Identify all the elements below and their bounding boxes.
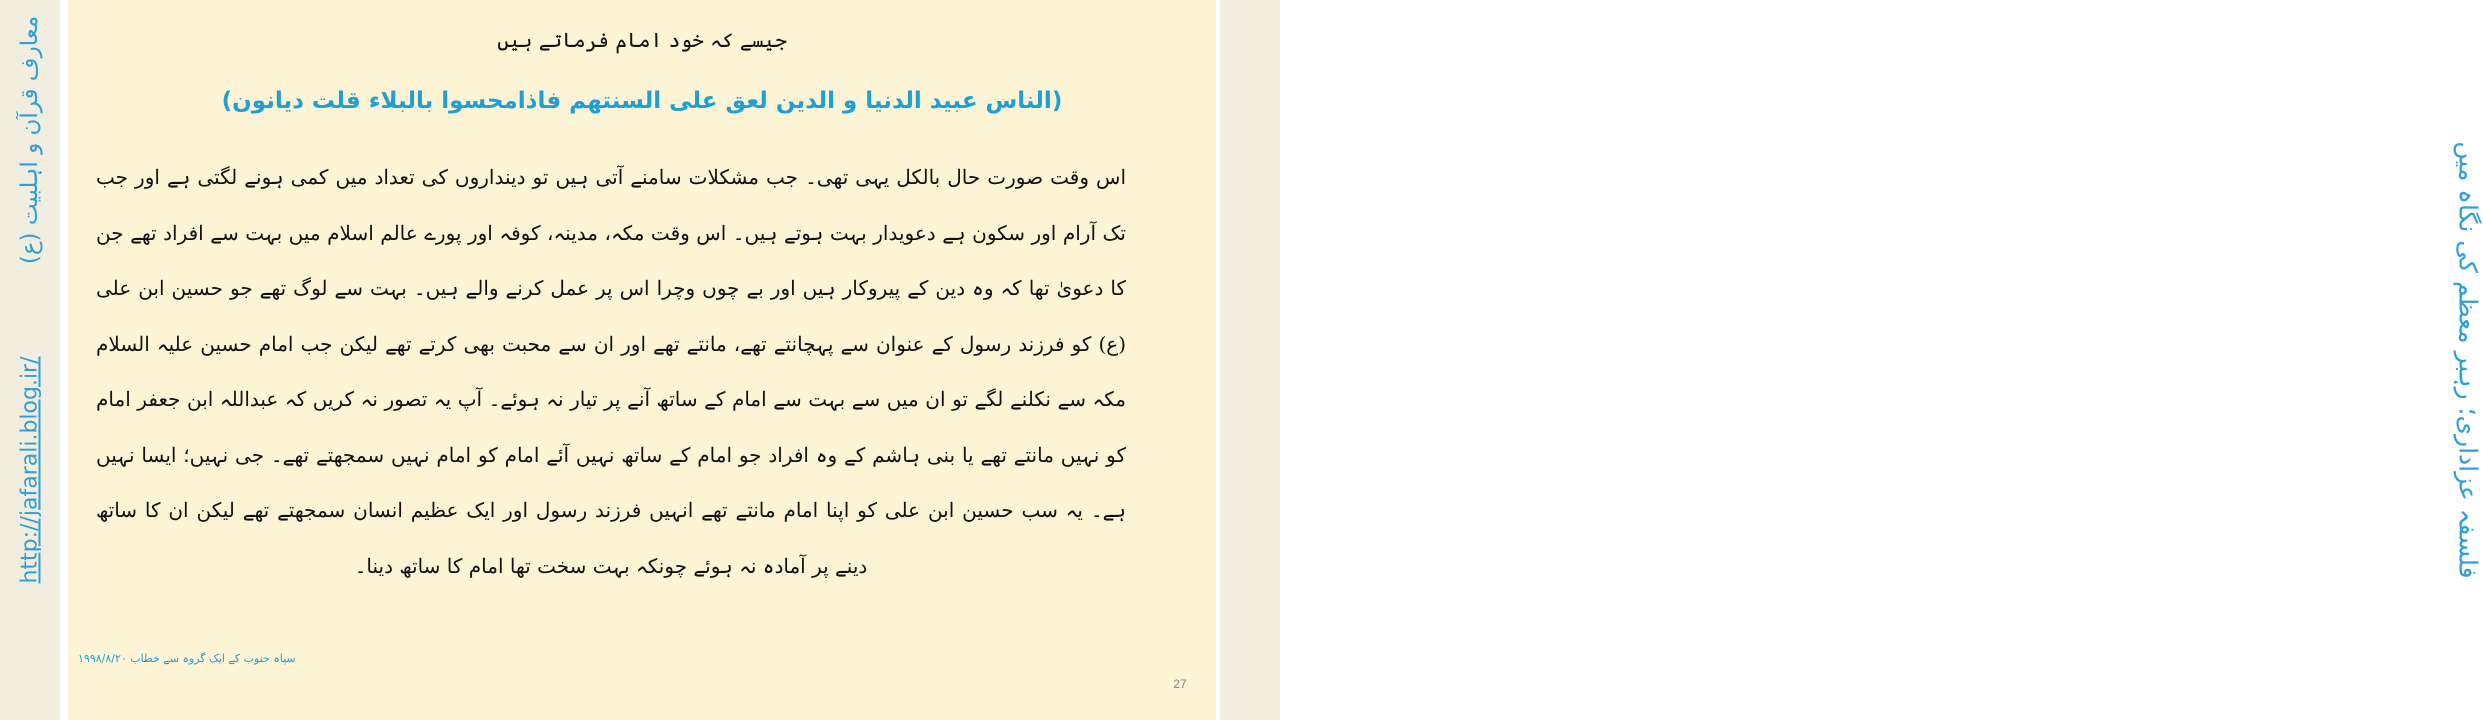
- arabic-quote: (الناس عبيد الدنيا و الدين لعق على السنتهم فاذامحسوا بالبلاء قلت ديانون): [221, 88, 1063, 114]
- right-margin-band: [1220, 0, 2483, 720]
- left-margin-band: [0, 0, 60, 720]
- slide-page: [68, 0, 1216, 720]
- footnote-reference: سپاہ جنوب کے ایک گروہ سے خطاب ۱۹۹۸/۸/۲۰: [78, 652, 296, 665]
- page-number: 27: [1173, 677, 1187, 691]
- blog-url-text[interactable]: http://jafarali.blog.ir/: [17, 356, 43, 584]
- right-margin-title: فلسفہ عزاداری؛ رہبر معظم کی نگاہ میں: [2453, 141, 2483, 579]
- left-margin-title: معارف قرآن و اہلبیت (ع): [17, 15, 43, 265]
- slide-heading: جیسے کہ خود امام فرماتے ہیں: [497, 28, 787, 52]
- blog-url-link[interactable]: [18, 356, 43, 583]
- body-paragraph: اس وقت صورت حال بالکل یہی تھی۔ جب مشکلات سامنے آتی ہیں تو دینداروں کی تعداد میں کمی ہونے لگتی ہے اور جب تک آرام اور سکون ہے دعویدار بہت ہوتے ہیں۔ اس وقت مکہ، مدینہ، کوفہ اور پورے عالم اسلام میں بہت سے افراد تھے جن کا دعویٰ تھا کہ وہ دین کے پیروکار ہیں اور بے چوں وچرا اس پر عمل کرنے والے ہیں۔ بہت سے لوگ تھے جو حسین ابن علی (ع) کو فرزند رسول کے عنوان سے پہچانتے تھے، مانتے تھے اور ان سے محبت بھی کرتے تھے لیکن جب امام حسین علیہ السلام مکہ سے نکلنے لگے تو ان میں سے بہت سے امام کے ساتھ آنے پر تیار نہ ہوئے۔ آپ یہ تصور نہ کریں کہ عبداللہ ابن جعفر امام کو نہیں مانتے تھے یا بنی ہاشم کے وہ افراد جو امام کے ساتھ نہیں آئے امام کو امام نہیں سمجھتے تھے۔ جی نہیں؛ ایسا نہیں ہے۔ یہ سب حسین ابن علی کو اپنا امام مانتے تھے انہیں فرزند رسول اور ایک عظیم انسان سمجھتے تھے لیکن ان کا ساتھ دینے پر آمادہ نہ ہوئے چونکہ بہت سخت تھا امام کا ساتھ دینا۔: [96, 165, 1127, 578]
